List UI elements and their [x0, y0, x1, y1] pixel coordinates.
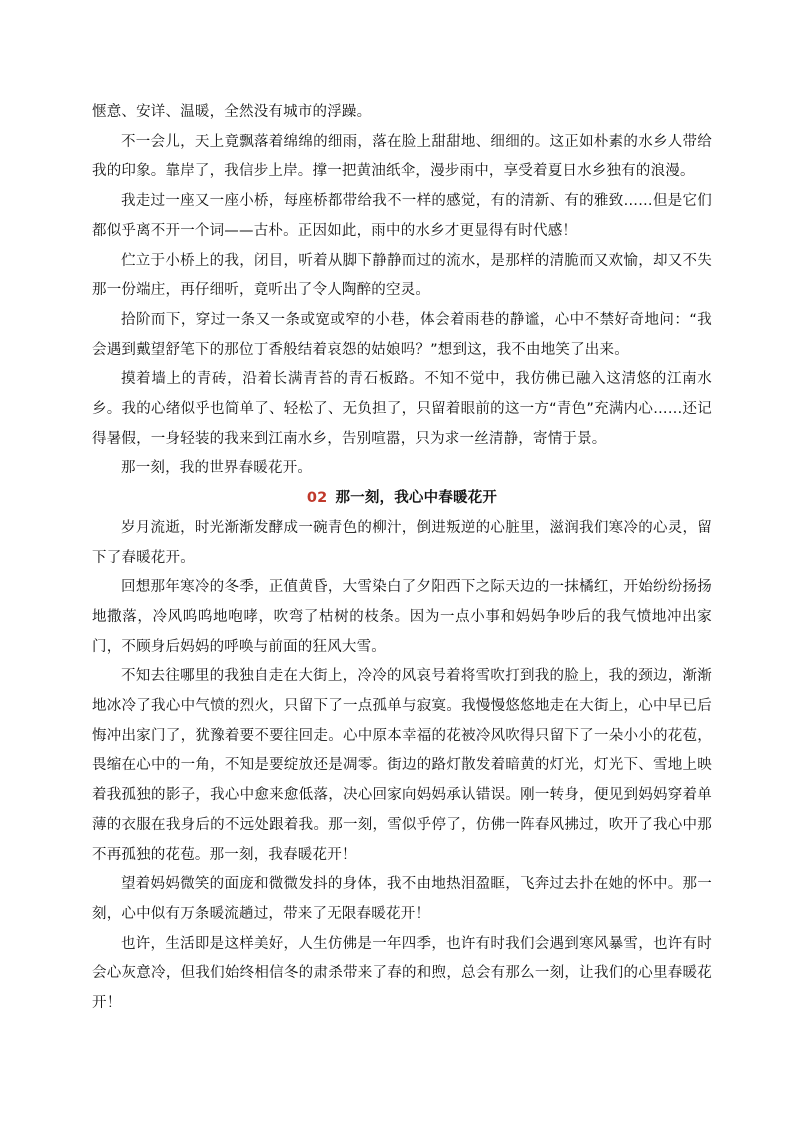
- paragraph: 伫立于小桥上的我，闭目，听着从脚下静静而过的流水，是那样的清脆而又欢愉，却又不失那一份端庄，再仔细听，竟听出了令人陶醉的空灵。: [92, 252, 712, 299]
- paragraph: 岁月流逝，时光渐渐发酵成一碗青色的柳汁，倒进叛逆的心脏里，滋润我们寒冷的心灵，留下了春暖花开。: [92, 519, 712, 566]
- paragraph: 不知去往哪里的我独自走在大街上，冷冷的风哀号着将雪吹打到我的脸上，我的颈边，渐渐地冰冷了我心中气愤的烈火，只留下了一点孤单与寂寞。我慢慢悠悠地走在大街上，心中早已后悔冲出家门了，犹豫着要不要往回走。心中原本幸福的花被冷风吹得只留下了一朵小小的花苞，畏缩在心中的一角，不知是要绽放还是凋零。街边的路灯散发着暗黄的灯光，灯光下、雪地上映着我孤独的影子，我心中愈来愈低落，决心回家向妈妈承认错误。刚一转身，便见到妈妈穿着单薄的衣服在我身后的不远处跟着我。那一刻，雪似乎停了，仿佛一阵春风拂过，吹开了我心中那不再孤独的花苞。那一刻，我春暖花开！: [92, 668, 712, 863]
- section-number: 02: [306, 490, 328, 507]
- paragraph: 回想那年寒冷的冬季，正值黄昏，大雪染白了夕阳西下之际天边的一抹橘红，开始纷纷扬扬地撒落，冷风呜呜地咆哮，吹弯了枯树的枝条。因为一点小事和妈妈争吵后的我气愤地冲出家门，不顾身后妈妈的呼唤与前面的狂风大雪。: [92, 579, 712, 655]
- document-body: [92, 98, 712, 1019]
- paragraph: 摸着墙上的青砖，沿着长满青苔的青石板路。不知不觉中，我仿佛已融入这清悠的江南水乡。我的心绪似乎也简单了、轻松了、无负担了，只留着眼前的这一方“青色”充满内心……还记得暑假，一身轻装的我来到江南水乡，告别喧嚣，只为求一丝清静，寄情于景。: [92, 371, 712, 447]
- paragraph: 拾阶而下，穿过一条又一条或宽或窄的小巷，体会着雨巷的静谧，心中不禁好奇地问：“我会遇到戴望舒笔下的那位丁香般结着哀怨的姑娘吗？”想到这，我不由地笑了出来。: [92, 311, 712, 358]
- paragraph: 不一会儿，天上竟飘落着绵绵的细雨，落在脸上甜甜地、细细的。这正如朴素的水乡人带给我的印象。靠岸了，我信步上岸。撑一把黄油纸伞，漫步雨中，享受着夏日水乡独有的浪漫。: [92, 133, 712, 180]
- section-title: 那一刻，我心中春暖花开: [335, 490, 498, 507]
- paragraph: 也许，生活即是这样美好，人生仿佛是一年四季，也许有时我们会遇到寒风暴雪，也许有时会心灰意冷，但我们始终相信冬的肃杀带来了春的和煦，总会有那么一刻，让我们的心里春暖花开！: [92, 935, 712, 1012]
- paragraph: 望着妈妈微笑的面庞和微微发抖的身体，我不由地热泪盈眶，飞奔过去扑在她的怀中。那一刻，心中似有万条暖流趟过，带来了无限春暖花开！: [92, 876, 712, 922]
- section-heading: [92, 484, 712, 514]
- paragraph: 那一刻，我的世界春暖花开。: [121, 460, 313, 477]
- paragraph: 惬意、安详、温暖，全然没有城市的浮躁。: [92, 104, 372, 120]
- paragraph: 我走过一座又一座小桥，每座桥都带给我不一样的感觉，有的清新、有的雅致……但是它们都似乎离不开一个词——古朴。正因如此，雨中的水乡才更显得有时代感！: [92, 193, 712, 239]
